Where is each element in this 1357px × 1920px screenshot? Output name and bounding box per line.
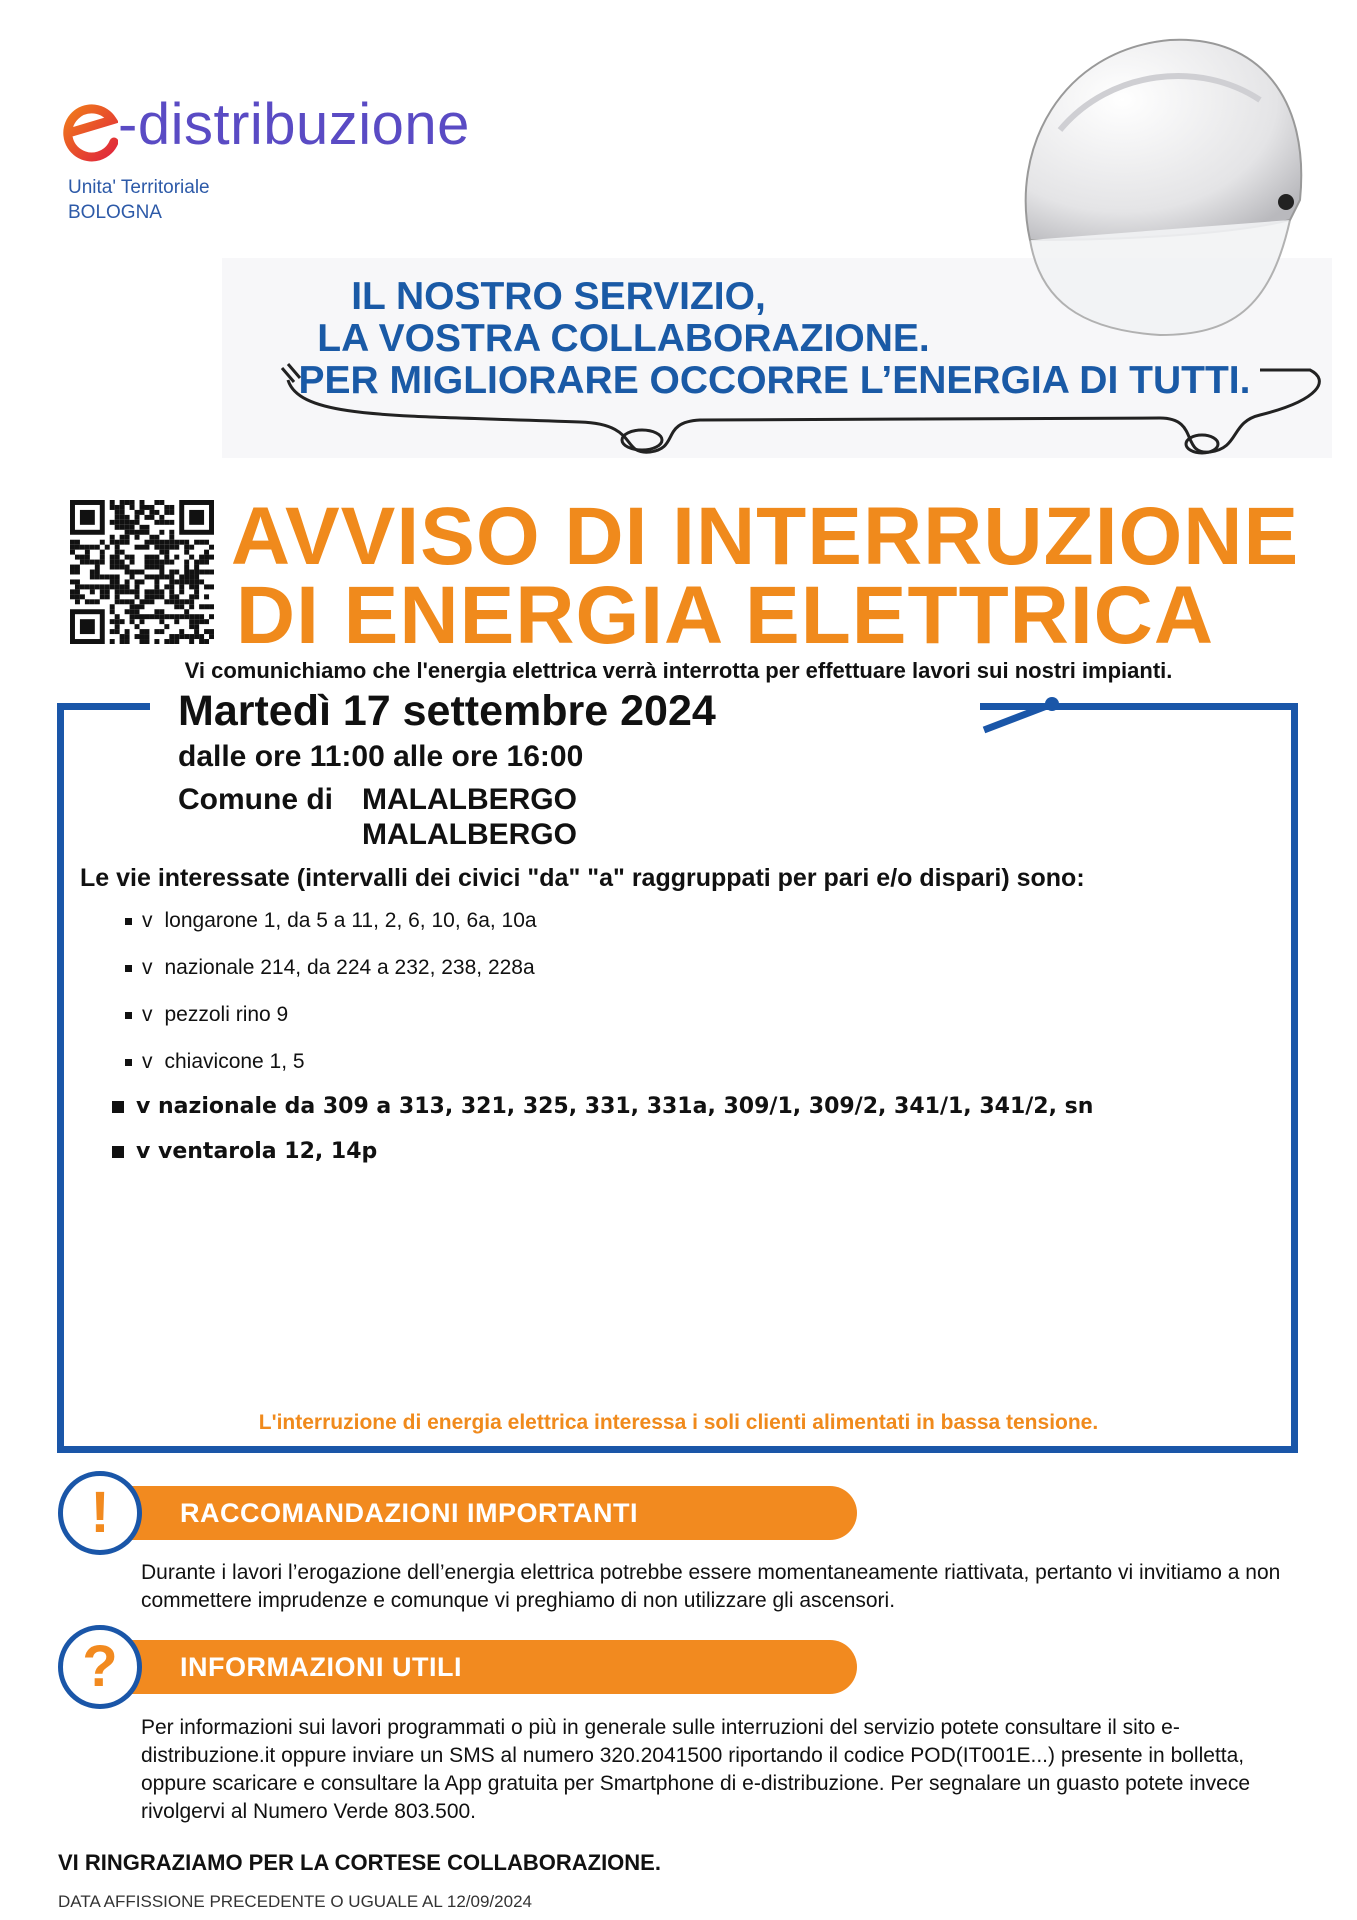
info-text: Per informazioni sui lavori programmati o più in generale sulle interruzioni del servizio potete consultare il sito e-distribuzione.it oppure inviare un SMS al numero 320.2041500 riportando il codice POD(IT001E...) presente in bolletta, oppure scaricare e consultare la App gratuita per Smartphone di e-distribuzione. Per segnalare un guasto potete invece rivolgervi al Numero Verde 803.500. bbox=[141, 1716, 1251, 1823]
thanks-text: VI RINGRAZIAMO PER LA CORTESE COLLABORAZIONE. bbox=[58, 1850, 661, 1875]
intro-text: Vi comunichiamo che l'energia elettrica verrà interrotta per effettuare lavori sui nostri impianti. bbox=[184, 658, 1173, 683]
interruption-date: Martedì 17 settembre 2024 bbox=[178, 687, 716, 735]
brand-name: -distribuzione bbox=[118, 92, 470, 157]
unit-territoriale: Unita' Territoriale bbox=[68, 177, 210, 198]
recommendations-title: RACCOMANDAZIONI IMPORTANTI bbox=[180, 1498, 638, 1528]
street-item: v longarone 1, da 5 a 11, 2, 6, 10, 6a, 10a bbox=[125, 910, 537, 931]
comune-value: MALALBERGO bbox=[362, 783, 577, 816]
bullet-icon bbox=[125, 1012, 132, 1019]
interruption-hours: dalle ore 11:00 alle ore 16:00 bbox=[178, 740, 584, 773]
safety-helmet-icon bbox=[1000, 30, 1320, 350]
bullet-icon bbox=[125, 1059, 132, 1066]
low-voltage-note: L'interruzione di energia elettrica interessa i soli clienti alimentati in bassa tensione. bbox=[258, 1411, 1099, 1434]
notice-title-line-2: DI ENERGIA ELETTRICA bbox=[235, 570, 1215, 661]
info-title: INFORMAZIONI UTILI bbox=[180, 1652, 462, 1682]
bullet-icon bbox=[112, 1146, 124, 1158]
comune-label: Comune di bbox=[178, 783, 333, 816]
exclamation-icon: ! bbox=[58, 1471, 142, 1555]
slogan-line-3: PER MIGLIORARE OCCORRE L’ENERGIA DI TUTTI. bbox=[298, 359, 1251, 402]
posting-date: DATA AFFISSIONE PRECEDENTE O UGUALE AL 12/09/2024 bbox=[58, 1892, 532, 1911]
bullet-icon bbox=[125, 965, 132, 972]
unit-city: BOLOGNA bbox=[68, 202, 162, 223]
question-mark-icon: ? bbox=[58, 1625, 142, 1709]
bullet-icon bbox=[112, 1101, 124, 1113]
e-distribuzione-logo-icon bbox=[62, 98, 118, 162]
street-item: v pezzoli rino 9 bbox=[125, 1004, 288, 1025]
bullet-icon bbox=[125, 918, 132, 925]
streets-heading: Le vie interessate (intervalli dei civici "da" "a" raggruppati per pari e/o dispari) sono: bbox=[80, 864, 1085, 892]
slogan-line-2: LA VOSTRA COLLABORAZIONE. bbox=[317, 317, 930, 360]
slogan-line-1: IL NOSTRO SERVIZIO, bbox=[351, 275, 766, 318]
notice-title-line-1: AVVISO DI INTERRUZIONE bbox=[230, 491, 1300, 582]
comune-value: MALALBERGO bbox=[362, 818, 577, 851]
street-item-bold: v ventarola 12, 14p bbox=[112, 1141, 377, 1163]
power-cord-icon bbox=[280, 360, 1340, 470]
recommendations-text: Durante i lavori l’erogazione dell’energia elettrica potrebbe essere momentaneamente riattivata, pertanto vi invitiamo a non commettere imprudenze e comunque vi preghiamo di non utilizzare gli ascensori. bbox=[141, 1561, 1281, 1612]
box-corner-accent-icon bbox=[980, 690, 1090, 740]
street-item: v chiavicone 1, 5 bbox=[125, 1051, 305, 1072]
street-item-bold: v nazionale da 309 a 313, 321, 325, 331, 331a, 309/1, 309/2, 341/1, 341/2, sn bbox=[112, 1096, 1093, 1118]
street-item: v nazionale 214, da 224 a 232, 238, 228a bbox=[125, 957, 535, 978]
